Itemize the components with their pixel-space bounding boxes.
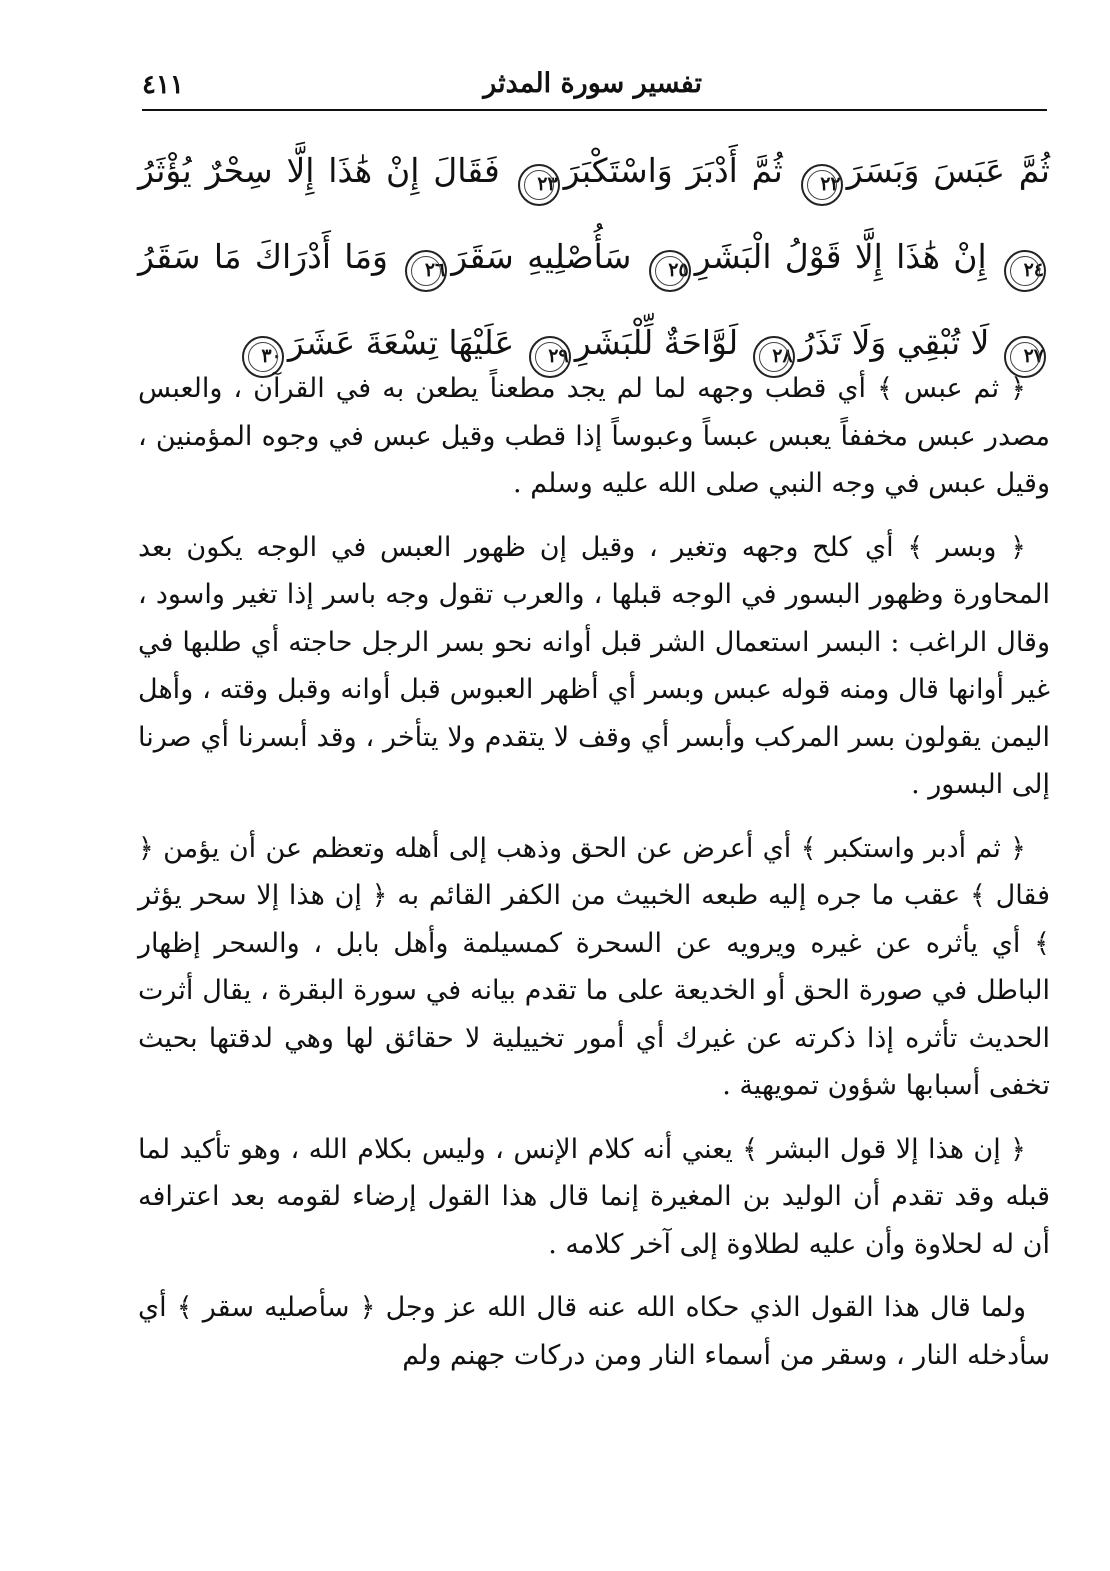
- tafsir-commentary: [138, 365, 1050, 1395]
- ayah-number-marker: ٢٨: [753, 336, 795, 378]
- verse-text: إِنْ هَٰذَا إِلَّا قَوْلُ الْبَشَرِ: [694, 237, 987, 276]
- page-number: ٤١١: [142, 70, 184, 100]
- ayah-number-marker: ٢٩: [529, 336, 571, 378]
- quran-verses-block: [138, 128, 1050, 386]
- ayah-number-marker: ٣٠: [242, 336, 284, 378]
- verse-text: فَقَالَ إِنْ هَٰذَا إِلَّا سِحْرٌ يُؤْثَرُ: [138, 151, 500, 190]
- verse-text: ثُمَّ عَبَسَ وَبَسَرَ: [846, 151, 1050, 190]
- verse-text: وَمَا أَدْرَاكَ مَا سَقَرُ: [138, 237, 388, 276]
- ayah-number-marker: ٢٦: [405, 250, 447, 292]
- verse-text: سَأُصْلِيهِ سَقَرَ: [451, 237, 632, 276]
- verse-text: عَلَيْهَا تِسْعَةَ عَشَرَ: [287, 323, 515, 362]
- ayah-number-marker: ٢٣: [518, 164, 560, 206]
- commentary-paragraph: ﴿ ثم أدبر واستكبر ﴾ أي أعرض عن الحق وذهب إلى أهله وتعظم عن أن يؤمن ﴿ فقال ﴾ عقب ما جره إليه طبعه الخبيث من الكفر القائم به ﴿ إن هذا إلا سحر يؤثر ﴾ أي يأثره عن غيره ويرويه عن السحرة كمسيلمة وأهل بابل ، والسحر إظهار الباطل في صورة الحق أو الخديعة على ما تقدم بيانه في سورة البقرة ، يقال أثرت الحديث تأثره إذا ذكرته عن غيرك أي أمور تخييلية لا حقائق لها وهي لدقتها بحيث تخفى أسبابها شؤون تمويهية .: [138, 832, 1050, 1101]
- ayah-number-marker: ٢٢: [801, 164, 843, 206]
- page-header: [142, 66, 1047, 110]
- running-title: تفسير سورة المدثر: [483, 68, 702, 99]
- commentary-paragraph: ولما قال هذا القول الذي حكاه الله عنه قال الله عز وجل ﴿ سأصليه سقر ﴾ أي سأدخله النار ، وسقر من أسماء النار ومن دركات جهنم ولم: [138, 1292, 1050, 1371]
- header-divider: [142, 109, 1047, 111]
- verse-text: لَا تُبْقِي وَلَا تَذَرُ: [798, 323, 990, 362]
- commentary-paragraph: ﴿ ثم عبس ﴾ أي قطب وجهه لما لم يجد مطعناً يطعن به في القرآن ، والعبس مصدر عبس مخففاً يعبس عبساً وعبوساً إذا قطب وقيل عبس في وجوه المؤمنين ، وقيل عبس في وجه النبي صلى الله عليه وسلم .: [138, 373, 1050, 499]
- commentary-paragraph: ﴿ وبسر ﴾ أي كلح وجهه وتغير ، وقيل إن ظهور العبس في الوجه يكون بعد المحاورة وظهور البسور في الوجه قبلها ، والعرب تقول وجه باسر إذا تغير واسود ، وقال الراغب : البسر استعمال الشر قبل أوانه نحو بسر الرجل حاجته أي طلبها في غير أوانها قال ومنه قوله عبس وبسر أي أظهر العبوس قبل أوانه وقبل وقته ، وأهل اليمن يقولون بسر المركب وأبسر أي وقف لا يتقدم ولا يتأخر ، وقد أبسرنا أي صرنا إلى البسور .: [138, 531, 1050, 800]
- ayah-number-marker: ٢٤: [1004, 250, 1046, 292]
- verse-text: لَوَّاحَةٌ لِّلْبَشَرِ: [574, 323, 739, 362]
- commentary-paragraph: ﴿ إن هذا إلا قول البشر ﴾ يعني أنه كلام الإنس ، وليس بكلام الله ، وهو تأكيد لما قبله وقد تقدم أن الوليد بن المغيرة إنما قال هذا القول إرضاء لقومه بعد اعترافه أن له لحلاوة وأن عليه لطلاوة إلى آخر كلامه .: [138, 1133, 1050, 1260]
- ayah-number-marker: ٢٧: [1004, 336, 1046, 378]
- ayah-number-marker: ٢٥: [649, 250, 691, 292]
- verse-text: ثُمَّ أَدْبَرَ وَاسْتَكْبَرَ: [563, 151, 783, 190]
